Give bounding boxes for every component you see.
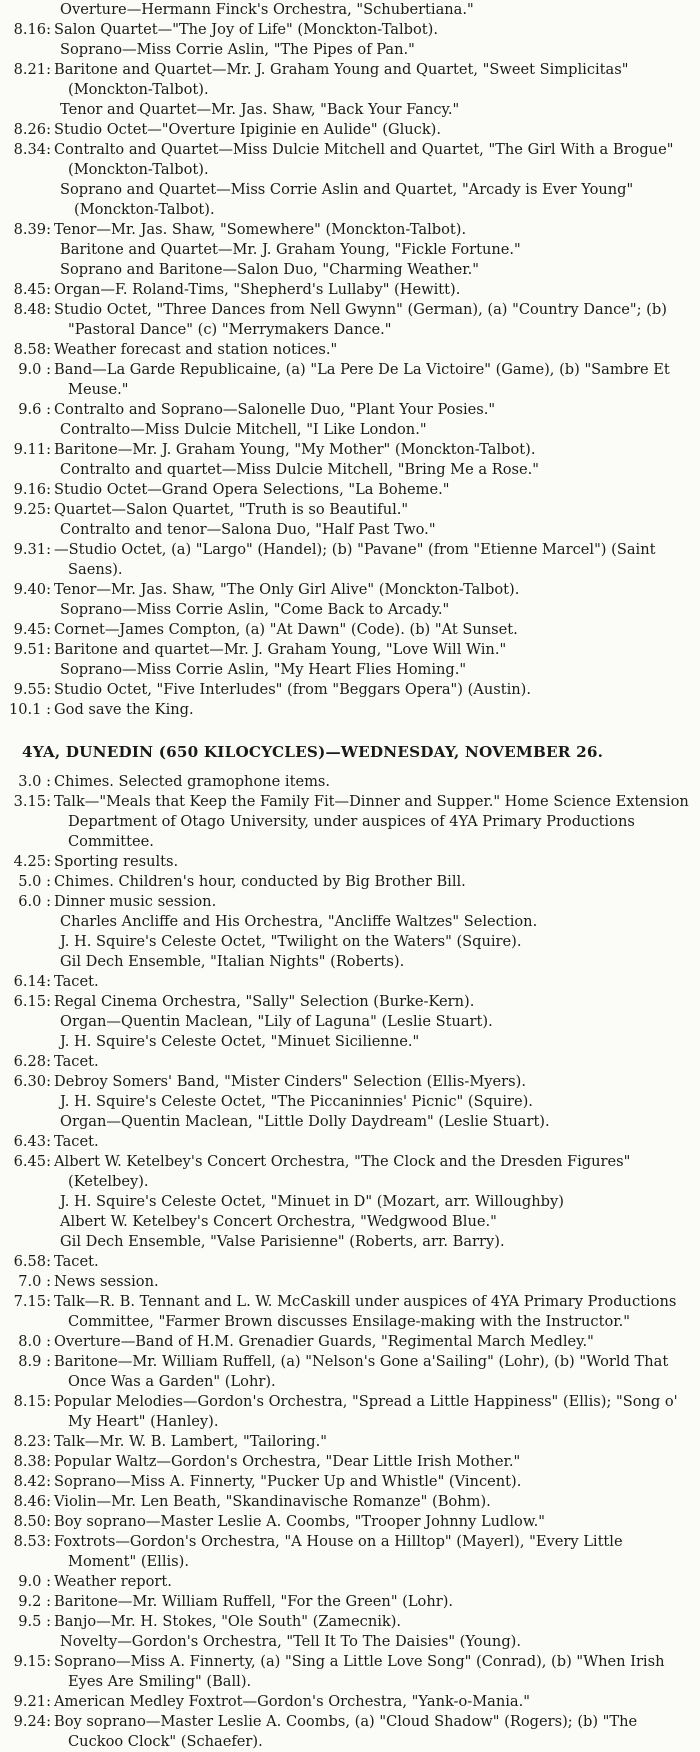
entry-text: Popular Waltz—Gordon's Orchestra, "Dear Little Irish Mother." bbox=[54, 1453, 521, 1470]
programme-entry bbox=[6, 1152, 692, 1192]
entry-time bbox=[6, 912, 54, 932]
entry-time: 8.48: bbox=[13, 301, 51, 318]
entry-text: J. H. Squire's Celeste Octet, "Minuet Sicilienne." bbox=[60, 1033, 420, 1050]
entry-text: Tenor—Mr. Jas. Shaw, "Somewhere" (Monckton-Talbot). bbox=[54, 221, 467, 238]
programme-entry bbox=[6, 480, 692, 500]
entry-time: 6.28: bbox=[13, 1053, 51, 1070]
programme-entry bbox=[6, 1712, 692, 1752]
entry-text: Studio Octet—Grand Opera Selections, "La Boheme." bbox=[54, 481, 450, 498]
entry-text: Debroy Somers' Band, "Mister Cinders" Selection (Ellis-Myers). bbox=[54, 1073, 526, 1090]
entry-text: Tenor—Mr. Jas. Shaw, "The Only Girl Alive" (Monckton-Talbot). bbox=[54, 581, 520, 598]
entry-time bbox=[6, 660, 54, 680]
programme-entry bbox=[6, 1292, 692, 1332]
entry-text: Studio Octet, "Five Interludes" (from "Beggars Opera") (Austin). bbox=[54, 681, 531, 698]
entry-text: Violin—Mr. Len Beath, "Skandinavische Romanze" (Bohm). bbox=[54, 1493, 491, 1510]
entry-text: Organ—Quentin Maclean, "Little Dolly Daydream" (Leslie Stuart). bbox=[60, 1113, 550, 1130]
entry-time: 3.15: bbox=[13, 793, 51, 810]
entry-time: 8.45: bbox=[13, 281, 51, 298]
entry-text: Soprano and Quartet—Miss Corrie Aslin and Quartet, "Arcady is Ever Young" (Monckton-Talbot). bbox=[60, 181, 634, 218]
programme-entry bbox=[6, 1232, 692, 1252]
entry-text: Talk—R. B. Tennant and L. W. McCaskill under auspices of 4YA Primary Productions Committee, "Farmer Brown discusses Ensilage-making with the Instructor." bbox=[54, 1293, 677, 1330]
entry-text: Soprano—Miss A. Finnerty, (a) "Sing a Little Love Song" (Conrad), (b) "When Irish Eyes Are Smiling" (Ball). bbox=[54, 1653, 665, 1690]
programme-entry bbox=[6, 1212, 692, 1232]
entry-time: 6.58: bbox=[13, 1253, 51, 1270]
programme-entry bbox=[6, 260, 692, 280]
programme-entry bbox=[6, 1632, 692, 1652]
programme-entry bbox=[6, 1492, 692, 1512]
entry-text: J. H. Squire's Celeste Octet, "The Piccaninnies' Picnic" (Squire). bbox=[60, 1093, 533, 1110]
programme-entry bbox=[6, 680, 692, 700]
entry-time bbox=[6, 420, 54, 440]
entry-time: 9.45: bbox=[13, 621, 51, 638]
entry-time bbox=[6, 460, 54, 480]
entry-text: Banjo—Mr. H. Stokes, "Ole South" (Zamecnik). bbox=[54, 1613, 402, 1630]
entry-text: Overture—Band of H.M. Grenadier Guards, "Regimental March Medley." bbox=[54, 1333, 594, 1350]
programme-entry bbox=[6, 220, 692, 240]
entry-time bbox=[6, 100, 54, 120]
entry-time: 5.0 : bbox=[18, 873, 51, 890]
programme-entry bbox=[6, 0, 692, 20]
programme-entry bbox=[6, 580, 692, 600]
programme-entry bbox=[6, 972, 692, 992]
entry-time: 7.15: bbox=[13, 1293, 51, 1310]
programme-entry bbox=[6, 992, 692, 1012]
entry-time bbox=[6, 1232, 54, 1252]
entry-text: Chimes. Children's hour, conducted by Big Brother Bill. bbox=[54, 873, 466, 890]
programme-entry bbox=[6, 1092, 692, 1112]
entry-time: 9.24: bbox=[13, 1713, 51, 1730]
entry-time: 9.25: bbox=[13, 501, 51, 518]
programme-entry bbox=[6, 1432, 692, 1452]
entry-text: J. H. Squire's Celeste Octet, "Twilight on the Waters" (Squire). bbox=[60, 933, 522, 950]
programme-entry bbox=[6, 400, 692, 420]
entry-text: Baritone—Mr. J. Graham Young, "My Mother" (Monckton-Talbot). bbox=[54, 441, 536, 458]
programme-entry bbox=[6, 20, 692, 40]
entry-time bbox=[6, 1012, 54, 1032]
entry-text: God save the King. bbox=[54, 701, 194, 718]
entry-text: Baritone and quartet—Mr. J. Graham Young, "Love Will Win." bbox=[54, 641, 507, 658]
entry-text: Tacet. bbox=[54, 1053, 99, 1070]
entry-time: 10.1 : bbox=[8, 701, 51, 718]
entry-text: Chimes. Selected gramophone items. bbox=[54, 773, 331, 790]
entry-time: 8.16: bbox=[13, 21, 51, 38]
entry-text: Charles Ancliffe and His Orchestra, "Ancliffe Waltzes" Selection. bbox=[60, 913, 538, 930]
entry-text: Organ—Quentin Maclean, "Lily of Laguna" (Leslie Stuart). bbox=[60, 1013, 493, 1030]
entry-text: News session. bbox=[54, 1273, 159, 1290]
programme-entry bbox=[6, 1052, 692, 1072]
entry-text: Baritone—Mr. William Ruffell, (a) "Nelson's Gone a'Sailing" (Lohr), (b) "World That Once Was a Garden" (Lohr). bbox=[54, 1353, 669, 1390]
entry-time: 9.11: bbox=[13, 441, 51, 458]
entry-time: 8.42: bbox=[13, 1473, 51, 1490]
entry-time: 6.14: bbox=[13, 973, 51, 990]
programme-entry bbox=[6, 1452, 692, 1472]
programme-entry bbox=[6, 120, 692, 140]
entry-time bbox=[6, 1092, 54, 1112]
entry-time bbox=[6, 1112, 54, 1132]
entry-text: Gil Dech Ensemble, "Italian Nights" (Roberts). bbox=[60, 953, 405, 970]
programme-entry bbox=[6, 1112, 692, 1132]
entry-text: Sporting results. bbox=[54, 853, 179, 870]
entry-text: Foxtrots—Gordon's Orchestra, "A House on a Hilltop" (Mayerl), "Every Little Moment" (Ellis). bbox=[54, 1533, 623, 1570]
programme-entry bbox=[6, 500, 692, 520]
programme-entry bbox=[6, 280, 692, 300]
entry-time bbox=[6, 1632, 54, 1652]
programme-entry bbox=[6, 1472, 692, 1492]
entry-time: 9.15: bbox=[13, 1653, 51, 1670]
entry-text: Tacet. bbox=[54, 973, 99, 990]
programme-entry bbox=[6, 40, 692, 60]
entry-text: Soprano—Miss Corrie Aslin, "Come Back to Arcady." bbox=[60, 601, 450, 618]
programme-entry bbox=[6, 660, 692, 680]
entry-time: 8.38: bbox=[13, 1453, 51, 1470]
entry-text: Contralto and tenor—Salona Duo, "Half Past Two." bbox=[60, 521, 436, 538]
entry-text: Soprano—Miss Corrie Aslin, "The Pipes of Pan." bbox=[60, 41, 415, 58]
programme-section-2 bbox=[6, 772, 692, 1752]
entry-time: 8.34: bbox=[13, 141, 51, 158]
programme-entry bbox=[6, 1652, 692, 1692]
entry-text: Novelty—Gordon's Orchestra, "Tell It To The Daisies" (Young). bbox=[60, 1633, 521, 1650]
programme-entry bbox=[6, 340, 692, 360]
programme-entry bbox=[6, 440, 692, 460]
entry-time: 9.31: bbox=[13, 541, 51, 558]
entry-text: Baritone—Mr. William Ruffell, "For the Green" (Lohr). bbox=[54, 1593, 454, 1610]
entry-text: Talk—Mr. W. B. Lambert, "Tailoring." bbox=[54, 1433, 327, 1450]
entry-time bbox=[6, 0, 54, 20]
entry-time: 6.45: bbox=[13, 1153, 51, 1170]
programme-entry bbox=[6, 1692, 692, 1712]
entry-text: Overture—Hermann Finck's Orchestra, "Schubertiana." bbox=[60, 1, 474, 18]
programme-entry bbox=[6, 1072, 692, 1092]
entry-text: Contralto—Miss Dulcie Mitchell, "I Like London." bbox=[60, 421, 427, 438]
entry-time: 9.16: bbox=[13, 481, 51, 498]
programme-entry bbox=[6, 420, 692, 440]
programme-section-1 bbox=[6, 0, 692, 720]
entry-text: Tenor and Quartet—Mr. Jas. Shaw, "Back Your Fancy." bbox=[60, 101, 460, 118]
programme-entry bbox=[6, 1012, 692, 1032]
programme-entry bbox=[6, 640, 692, 660]
entry-time: 8.46: bbox=[13, 1493, 51, 1510]
programme-entry bbox=[6, 520, 692, 540]
entry-time: 6.15: bbox=[13, 993, 51, 1010]
entry-time: 8.26: bbox=[13, 121, 51, 138]
entry-time: 8.0 : bbox=[18, 1333, 51, 1350]
programme-entry bbox=[6, 1572, 692, 1592]
entry-text: Gil Dech Ensemble, "Valse Parisienne" (Roberts, arr. Barry). bbox=[60, 1233, 505, 1250]
entry-text: Cornet—James Compton, (a) "At Dawn" (Code). (b) "At Sunset. bbox=[54, 621, 518, 638]
programme-entry bbox=[6, 952, 692, 972]
entry-text: Weather forecast and station notices." bbox=[54, 341, 338, 358]
programme-entry bbox=[6, 300, 692, 340]
entry-time: 6.0 : bbox=[18, 893, 51, 910]
entry-text: Baritone and Quartet—Mr. J. Graham Young, "Fickle Fortune." bbox=[60, 241, 521, 258]
entry-text: Tacet. bbox=[54, 1133, 99, 1150]
programme-entry bbox=[6, 540, 692, 580]
entry-time: 7.0 : bbox=[18, 1273, 51, 1290]
entry-time: 4.25: bbox=[13, 853, 51, 870]
programme-entry bbox=[6, 460, 692, 480]
entry-time: 9.51: bbox=[13, 641, 51, 658]
entry-time: 9.2 : bbox=[18, 1593, 51, 1610]
programme-entry bbox=[6, 620, 692, 640]
entry-time bbox=[6, 600, 54, 620]
programme-entry bbox=[6, 1132, 692, 1152]
entry-text: Salon Quartet—"The Joy of Life" (Monckton-Talbot). bbox=[54, 21, 438, 38]
programme-entry bbox=[6, 60, 692, 100]
programme-entry bbox=[6, 100, 692, 120]
entry-text: Contralto and quartet—Miss Dulcie Mitchell, "Bring Me a Rose." bbox=[60, 461, 539, 478]
entry-time bbox=[6, 952, 54, 972]
programme-entry bbox=[6, 792, 692, 852]
entry-time: 8.58: bbox=[13, 341, 51, 358]
entry-text: Weather report. bbox=[54, 1573, 172, 1590]
entry-text: —Studio Octet, (a) "Largo" (Handel); (b) "Pavane" (from "Etienne Marcel") (Saint Saens). bbox=[54, 541, 656, 578]
entry-time bbox=[6, 40, 54, 60]
programme-entry bbox=[6, 1332, 692, 1352]
programme-entry bbox=[6, 932, 692, 952]
programme-entry bbox=[6, 1192, 692, 1212]
entry-time: 8.50: bbox=[13, 1513, 51, 1530]
programme-entry bbox=[6, 180, 692, 220]
entry-text: Boy soprano—Master Leslie A. Coombs, (a) "Cloud Shadow" (Rogers); (b) "The Cuckoo Clock" (Schaefer). bbox=[54, 1713, 638, 1750]
entry-time: 8.39: bbox=[13, 221, 51, 238]
programme-entry bbox=[6, 1272, 692, 1292]
entry-time: 6.43: bbox=[13, 1133, 51, 1150]
entry-time: 8.23: bbox=[13, 1433, 51, 1450]
entry-time bbox=[6, 1212, 54, 1232]
entry-text: Band—La Garde Republicaine, (a) "La Pere De La Victoire" (Game), (b) "Sambre Et Meuse." bbox=[54, 361, 670, 398]
entry-text: Regal Cinema Orchestra, "Sally" Selection (Burke-Kern). bbox=[54, 993, 475, 1010]
entry-time: 8.15: bbox=[13, 1393, 51, 1410]
entry-time: 8.21: bbox=[13, 61, 51, 78]
station-heading: 4YA, DUNEDIN (650 KILOCYCLES)—WEDNESDAY, NOVEMBER 26. bbox=[22, 743, 604, 761]
programme-entry bbox=[6, 852, 692, 872]
entry-text: Quartet—Salon Quartet, "Truth is so Beautiful." bbox=[54, 501, 409, 518]
entry-time: 8.53: bbox=[13, 1533, 51, 1550]
entry-time: 6.30: bbox=[13, 1073, 51, 1090]
entry-time bbox=[6, 240, 54, 260]
entry-text: Soprano—Miss A. Finnerty, "Pucker Up and Whistle" (Vincent). bbox=[54, 1473, 522, 1490]
programme-entry bbox=[6, 1592, 692, 1612]
programme-entry bbox=[6, 140, 692, 180]
entry-text: Baritone and Quartet—Mr. J. Graham Young and Quartet, "Sweet Simplicitas" (Monckton-Talbot). bbox=[54, 61, 629, 98]
programme-entry bbox=[6, 772, 692, 792]
programme-entry bbox=[6, 1252, 692, 1272]
entry-time bbox=[6, 260, 54, 280]
programme-entry bbox=[6, 700, 692, 720]
entry-text: Albert W. Ketelbey's Concert Orchestra, "Wedgwood Blue." bbox=[60, 1213, 497, 1230]
entry-time bbox=[6, 932, 54, 952]
programme-entry bbox=[6, 1032, 692, 1052]
programme-entry bbox=[6, 1352, 692, 1392]
entry-time: 9.55: bbox=[13, 681, 51, 698]
entry-time: 9.0 : bbox=[18, 361, 51, 378]
entry-time: 3.0 : bbox=[18, 773, 51, 790]
entry-text: Popular Melodies—Gordon's Orchestra, "Spread a Little Happiness" (Ellis); "Song o' My Heart" (Hanley). bbox=[54, 1393, 678, 1430]
programme-entry bbox=[6, 872, 692, 892]
entry-time: 9.6 : bbox=[18, 401, 51, 418]
entry-time: 9.5 : bbox=[18, 1613, 51, 1630]
programme-entry bbox=[6, 240, 692, 260]
programme-entry bbox=[6, 360, 692, 400]
entry-text: Organ—F. Roland-Tims, "Shepherd's Lullaby" (Hewitt). bbox=[54, 281, 461, 298]
entry-text: J. H. Squire's Celeste Octet, "Minuet in D" (Mozart, arr. Willoughby) bbox=[60, 1193, 564, 1210]
entry-text: Tacet. bbox=[54, 1253, 99, 1270]
entry-text: Contralto and Quartet—Miss Dulcie Mitchell and Quartet, "The Girl With a Brogue" (Monckton-Talbot). bbox=[54, 141, 674, 178]
entry-text: Talk—"Meals that Keep the Family Fit—Dinner and Supper." Home Science Extension Department of Otago University, under auspices of 4YA Primary Productions Committee. bbox=[54, 793, 689, 850]
entry-time bbox=[6, 1192, 54, 1212]
programme-entry bbox=[6, 600, 692, 620]
programme-entry bbox=[6, 1392, 692, 1432]
entry-time bbox=[6, 180, 54, 220]
entry-time: 8.9 : bbox=[18, 1353, 51, 1370]
programme-entry bbox=[6, 912, 692, 932]
programme-entry bbox=[6, 1612, 692, 1632]
programme-entry bbox=[6, 892, 692, 912]
entry-text: Dinner music session. bbox=[54, 893, 217, 910]
programme-entry bbox=[6, 1532, 692, 1572]
programme-entry bbox=[6, 1512, 692, 1532]
entry-text: Contralto and Soprano—Salonelle Duo, "Plant Your Posies." bbox=[54, 401, 496, 418]
entry-text: Soprano and Baritone—Salon Duo, "Charming Weather." bbox=[60, 261, 480, 278]
entry-text: Studio Octet, "Three Dances from Nell Gwynn" (German), (a) "Country Dance"; (b) "Pastoral Dance" (c) "Merrymakers Dance." bbox=[54, 301, 667, 338]
entry-text: Studio Octet—"Overture Ipiginie en Aulide" (Gluck). bbox=[54, 121, 442, 138]
entry-text: Albert W. Ketelbey's Concert Orchestra, "The Clock and the Dresden Figures" (Ketelbey). bbox=[54, 1153, 631, 1190]
entry-time bbox=[6, 1032, 54, 1052]
entry-text: Soprano—Miss Corrie Aslin, "My Heart Flies Homing." bbox=[60, 661, 467, 678]
entry-text: American Medley Foxtrot—Gordon's Orchestra, "Yank-o-Mania." bbox=[54, 1693, 530, 1710]
entry-time: 9.40: bbox=[13, 581, 51, 598]
entry-time bbox=[6, 520, 54, 540]
entry-time: 9.0 : bbox=[18, 1573, 51, 1590]
entry-text: Boy soprano—Master Leslie A. Coombs, "Trooper Johnny Ludlow." bbox=[54, 1513, 545, 1530]
entry-time: 9.21: bbox=[13, 1693, 51, 1710]
